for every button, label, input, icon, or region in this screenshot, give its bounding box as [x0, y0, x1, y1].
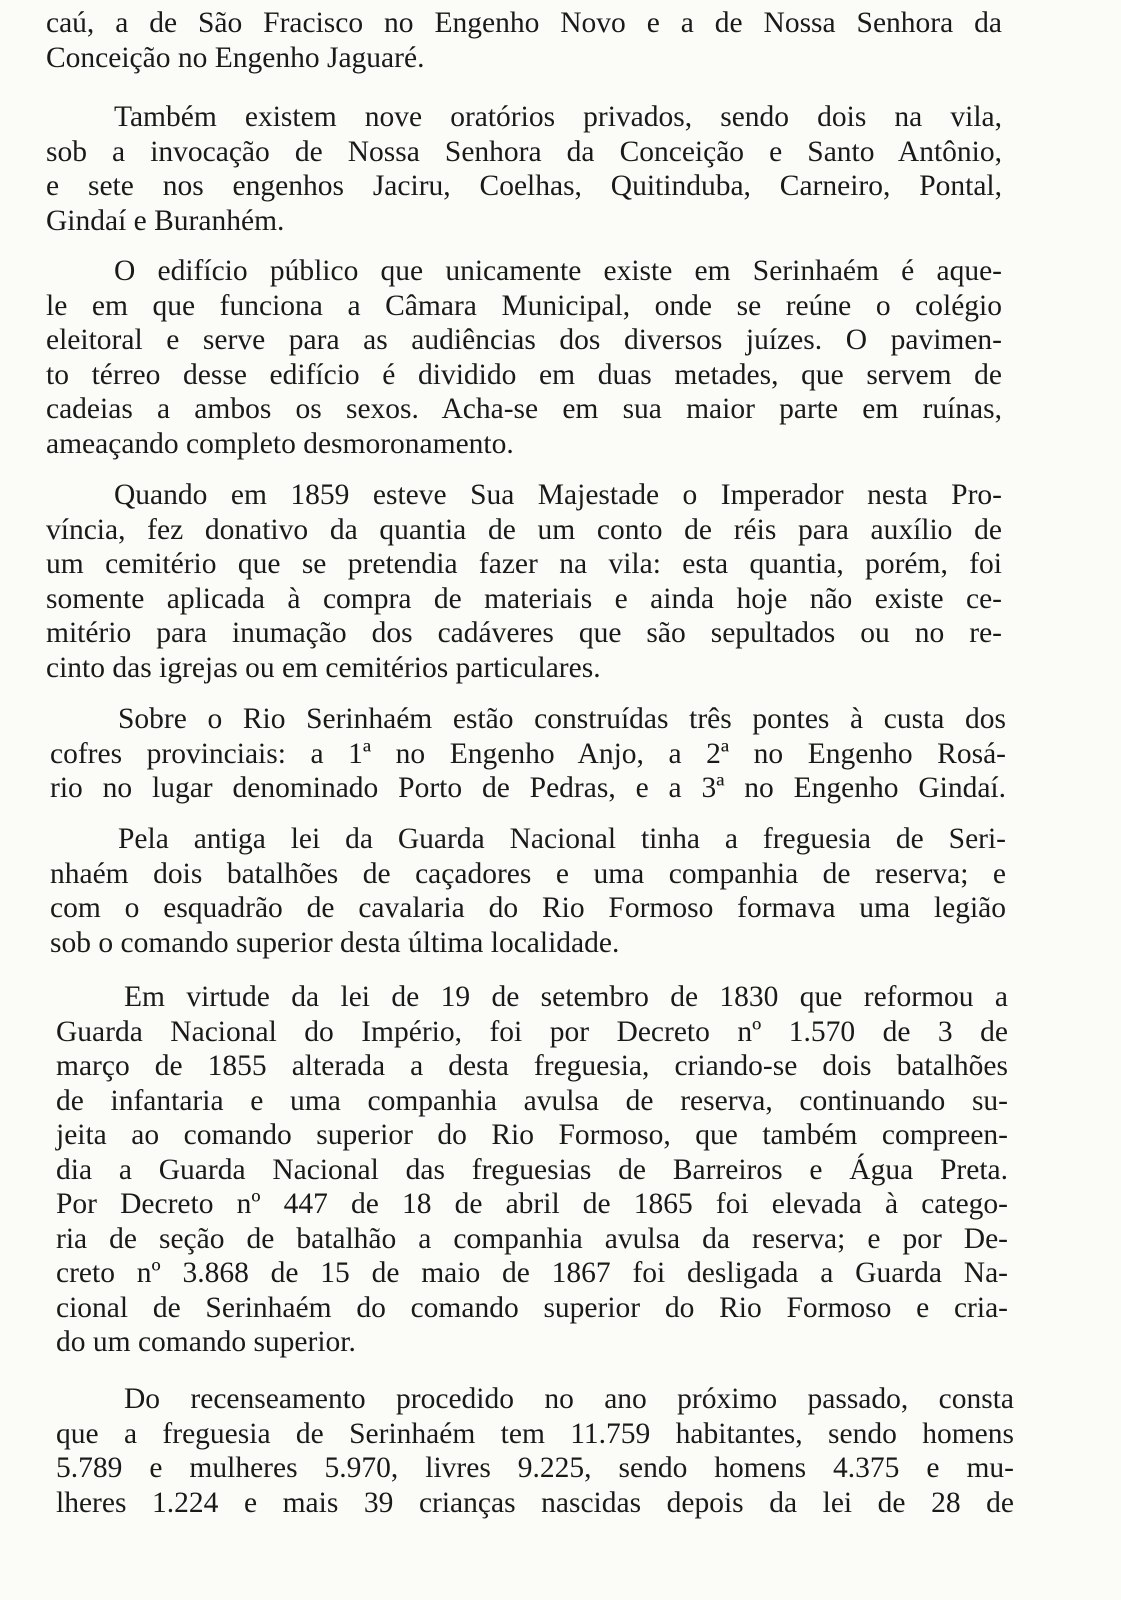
text-line: que a freguesia de Serinhaém tem 11.759 habitantes, sendo homens — [56, 1417, 1014, 1450]
text-line: Sobre o Rio Serinhaém estão construídas três pontes à custa dos — [118, 703, 1006, 735]
text-line: março de 1855 alterada a desta freguesia, criando-se dois batalhões — [56, 1050, 1008, 1082]
text-line: cadeias a ambos os sexos. Acha-se em sua maior parte em ruínas, — [46, 393, 1002, 425]
text-line: le em que funciona a Câmara Municipal, onde se reúne o colégio — [46, 289, 1002, 322]
text-line: somente aplicada à compra de materiais e ainda hoje não existe ce- — [46, 582, 1002, 615]
text-line: 5.789 e mulheres 5.970, livres 9.225, sendo homens 4.375 e mu- — [56, 1452, 1014, 1484]
text-line: to térreo desse edifício é dividido em duas metades, que servem de — [46, 358, 1002, 391]
text-line: cinto das igrejas ou em cemitérios particulares. — [46, 651, 601, 684]
paragraph-2 — [46, 100, 1002, 238]
text-line: creto nº 3.868 de 15 de maio de 1867 foi desligada a Guarda Na- — [56, 1257, 1008, 1289]
text-line: sob a invocação de Nossa Senhora da Conceição e Santo Antônio, — [46, 135, 1002, 168]
text-line: Em virtude da lei de 19 de setembro de 1830 que reformou a — [124, 981, 1008, 1013]
text-line: jeita ao comando superior do Rio Formoso, que também compreen- — [56, 1119, 1008, 1151]
paragraph-3 — [46, 254, 1002, 461]
text-line: com o esquadrão de cavalaria do Rio Formoso formava uma legião — [50, 892, 1006, 924]
text-line: Por Decreto nº 447 de 18 de abril de 1865 foi elevada à catego- — [56, 1188, 1008, 1220]
text-line: Do recenseamento procedido no ano próximo passado, consta — [124, 1383, 1014, 1415]
text-line: de infantaria e uma companhia avulsa de reserva, continuando su- — [56, 1084, 1008, 1117]
paragraph-1 — [46, 6, 1002, 75]
text-line: Conceição no Engenho Jaguaré. — [46, 41, 425, 74]
text-line: sob o comando superior desta última localidade. — [50, 926, 620, 959]
text-line: do um comando superior. — [56, 1326, 356, 1358]
paragraph-5 — [50, 702, 1006, 806]
text-line: Também existem nove oratórios privados, sendo dois na vila, — [114, 101, 1002, 133]
text-line: e sete nos engenhos Jaciru, Coelhas, Quitinduba, Carneiro, Pontal, — [46, 170, 1002, 202]
text-line: Pela antiga lei da Guarda Nacional tinha a freguesia de Seri- — [118, 823, 1006, 855]
paragraph-8 — [56, 1382, 1014, 1520]
text-line: ria de seção de batalhão a companhia avulsa da reserva; e por De- — [56, 1222, 1008, 1255]
text-line: cofres provinciais: a 1ª no Engenho Anjo, a 2ª no Engenho Rosá- — [50, 737, 1006, 770]
text-line: Gindaí e Buranhém. — [46, 204, 285, 237]
text-line: eleitoral e serve para as audiências dos diversos juízes. O pavimen- — [46, 324, 1002, 356]
text-line: cional de Serinhaém do comando superior do Rio Formoso e cria- — [56, 1291, 1008, 1324]
text-line: víncia, fez donativo da quantia de um conto de réis para auxílio de — [46, 513, 1002, 546]
text-line: nhaém dois batalhões de caçadores e uma companhia de reserva; e — [50, 857, 1006, 890]
paragraph-6 — [50, 822, 1006, 960]
text-line: Guarda Nacional do Império, foi por Decreto nº 1.570 de 3 de — [56, 1015, 1008, 1048]
text-line: dia a Guarda Nacional das freguesias de Barreiros e Água Preta. — [56, 1153, 1008, 1186]
text-line: ameaçando completo desmoronamento. — [46, 427, 514, 460]
text-line: Quando em 1859 esteve Sua Majestade o Imperador nesta Pro- — [114, 479, 1002, 511]
paragraph-7 — [56, 980, 1008, 1360]
text-line: O edifício público que unicamente existe em Serinhaém é aque- — [114, 255, 1002, 287]
text-line: rio no lugar denominado Porto de Pedras, e a 3ª no Engenho Gindaí. — [50, 772, 1006, 804]
text-line: mitério para inumação dos cadáveres que são sepultados ou no re- — [46, 617, 1002, 649]
text-line: caú, a de São Fracisco no Engenho Novo e a de Nossa Senhora da — [46, 7, 1002, 39]
text-line: um cemitério que se pretendia fazer na vila: esta quantia, porém, foi — [46, 548, 1002, 580]
paragraph-4 — [46, 478, 1002, 685]
text-line: lheres 1.224 e mais 39 crianças nascidas depois da lei de 28 de — [56, 1486, 1014, 1519]
